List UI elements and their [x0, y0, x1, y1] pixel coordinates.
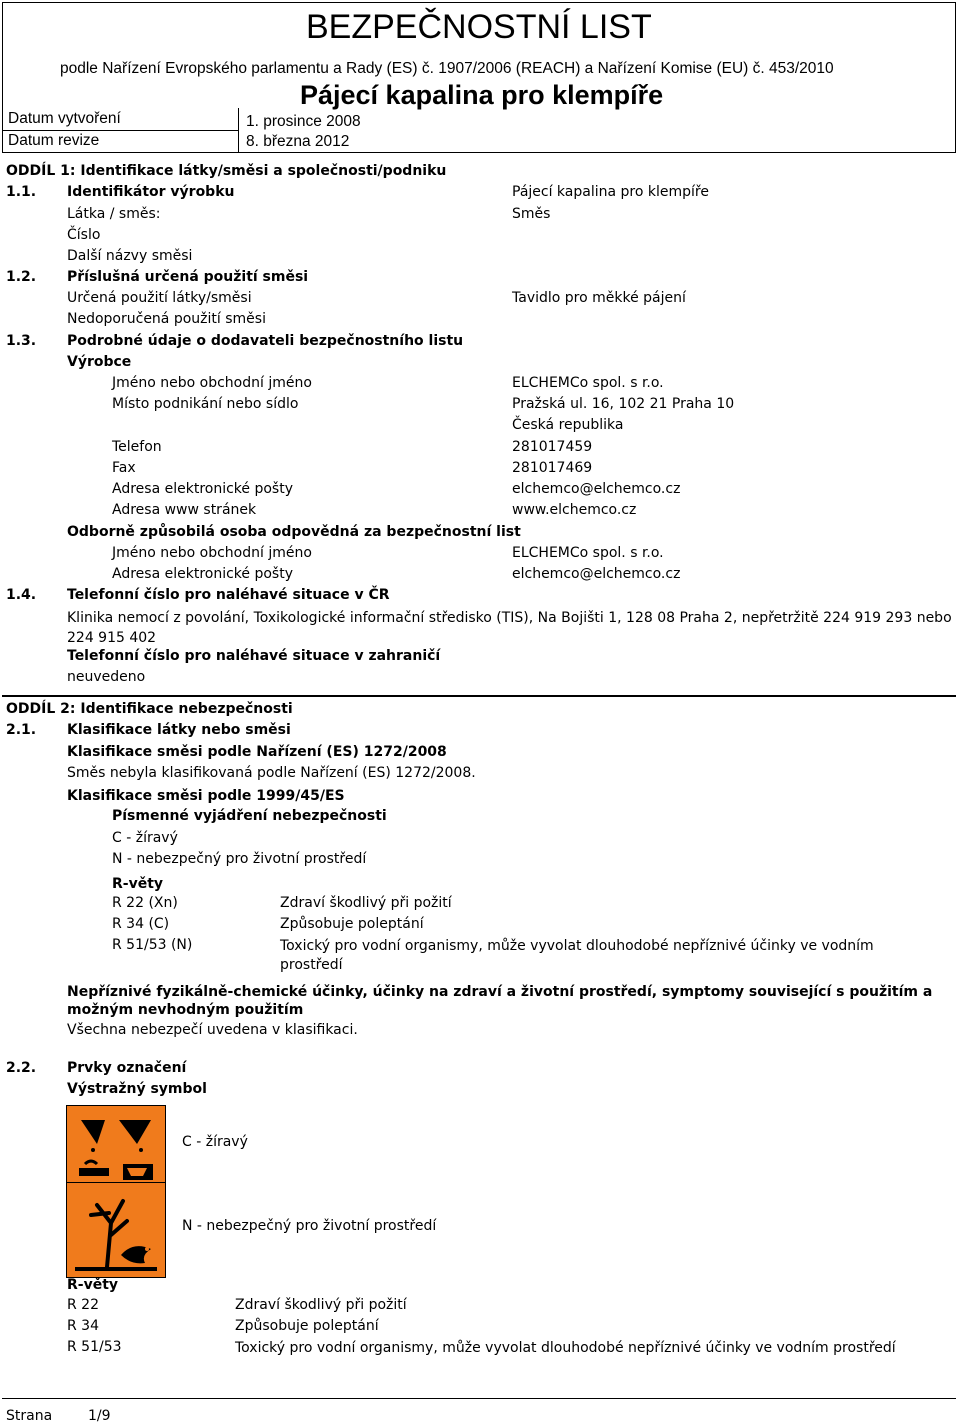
header-date-divider	[2, 130, 238, 131]
s11-heading: Identifikátor výrobku	[67, 184, 235, 200]
product-identifier-value: Pájecí kapalina pro klempíře	[512, 184, 709, 200]
r3-code: R 51/53 (N)	[112, 937, 193, 953]
product-name: Pájecí kapalina pro klempíře	[300, 80, 664, 110]
s22-heading: Prvky označení	[67, 1060, 187, 1076]
other-names-label: Další názvy směsi	[67, 248, 193, 264]
symbol-label: Výstražný symbol	[67, 1081, 207, 1097]
q1-code: R 22	[67, 1297, 99, 1313]
responsible-name-label: Jméno nebo obchodní jméno	[112, 545, 312, 561]
r1-text: Zdraví škodlivý při požití	[280, 895, 452, 911]
s12-number: 1.2.	[6, 269, 37, 285]
email-value: elchemco@elchemco.cz	[512, 481, 681, 497]
s21-number: 2.1.	[6, 722, 37, 738]
q2-text: Způsobuje poleptání	[235, 1318, 379, 1334]
s14-number: 1.4.	[6, 587, 37, 603]
uses-label: Určená použití látky/směsi	[67, 290, 252, 306]
section2-title: ODDÍL 2: Identifikace nebezpečnosti	[6, 701, 293, 717]
number-label: Číslo	[67, 227, 101, 243]
section1-divider	[2, 695, 956, 697]
manufacturer-label: Výrobce	[67, 354, 132, 370]
document-title: BEZPEČNOSTNÍ LIST	[306, 8, 652, 46]
abroad-value: neuvedeno	[67, 669, 146, 685]
clp-value: Směs nebyla klasifikovaná podle Nařízení (ES) 1272/2008.	[67, 765, 476, 781]
s13-heading: Podrobné údaje o dodavateli bezpečnostního listu	[67, 333, 464, 349]
responsible-email-value: elchemco@elchemco.cz	[512, 566, 681, 582]
email-label: Adresa elektronické pošty	[112, 481, 293, 497]
created-value: 1. prosince 2008	[246, 113, 361, 130]
clp-label: Klasifikace směsi podle Nařízení (ES) 1272/2008	[67, 744, 447, 760]
page-number: 1/9	[88, 1408, 111, 1424]
country-value: Česká republika	[512, 417, 624, 433]
responsible-person-heading: Odborně způsobilá osoba odpovědná za bezpečnostní list	[67, 524, 521, 540]
q3-code: R 51/53	[67, 1339, 122, 1355]
regulation-subtitle: podle Nařízení Evropského parlamentu a Rady (ES) č. 1907/2006 (REACH) a Nařízení Komise (EU) č. 453/2010	[60, 60, 834, 77]
adverse-value: Všechna nebezpečí uvedena v klasifikaci.	[67, 1022, 358, 1038]
s22-number: 2.2.	[6, 1060, 37, 1076]
company-name-value: ELCHEMCo spol. s r.o.	[512, 375, 664, 391]
letter-n: N - nebezpečný pro životní prostředí	[112, 851, 367, 867]
r3-text: Toxický pro vodní organismy, může vyvolat dlouhodobé nepříznivé účinky ve vodním prostředí	[280, 938, 874, 973]
revision-value: 8. března 2012	[246, 133, 350, 150]
uses-value: Tavidlo pro měkké pájení	[512, 290, 686, 306]
q2-code: R 34	[67, 1318, 99, 1334]
place-label: Místo podnikání nebo sídlo	[112, 396, 299, 412]
responsible-name-value: ELCHEMCo spol. s r.o.	[512, 545, 664, 561]
web-value: www.elchemco.cz	[512, 502, 637, 518]
r1-code: R 22 (Xn)	[112, 895, 178, 911]
s21-heading: Klasifikace látky nebo směsi	[67, 722, 291, 738]
environment-symbol-icon	[66, 1182, 166, 1278]
emergency-text: Klinika nemocí z povolání, Toxikologické informační středisko (TIS), Na Bojišti 1, 128 08 Praha 2, nepřetržitě 224 919 293 nebo 224 915 402	[67, 610, 952, 646]
responsible-email-label: Adresa elektronické pošty	[112, 566, 293, 582]
letters-label: Písmenné vyjádření nebezpečnosti	[112, 808, 387, 824]
abroad-label: Telefonní číslo pro naléhavé situace v zahraničí	[67, 648, 441, 664]
r2-text: Způsobuje poleptání	[280, 916, 424, 932]
company-name-label: Jméno nebo obchodní jméno	[112, 375, 312, 391]
s13-number: 1.3.	[6, 333, 37, 349]
s11-number: 1.1.	[6, 184, 37, 200]
r2-code: R 34 (C)	[112, 916, 170, 932]
q3-text: Toxický pro vodní organismy, může vyvolat dlouhodobé nepříznivé účinky ve vodním prostředí	[235, 1340, 896, 1356]
s14-heading: Telefonní číslo pro naléhavé situace v ČR	[67, 587, 390, 603]
web-label: Adresa www stránek	[112, 502, 257, 518]
q1-text: Zdraví škodlivý při požití	[235, 1297, 407, 1313]
adverse-label: Nepříznivé fyzikálně-chemické účinky, účinky na zdraví a životní prostředí, symptomy související s použitím a možným nevhodným použitím	[67, 984, 933, 1018]
symbol-c-caption: C - žíravý	[182, 1134, 248, 1150]
letter-c: C - žíravý	[112, 830, 178, 846]
footer-divider	[2, 1398, 956, 1399]
revision-label: Datum revize	[8, 132, 100, 149]
s12-heading: Příslušná určená použití směsi	[67, 269, 309, 285]
section1-title: ODDÍL 1: Identifikace látky/směsi a společnosti/podniku	[6, 163, 447, 179]
place-value: Pražská ul. 16, 102 21 Praha 10	[512, 396, 735, 412]
rphrases-label: R-věty	[112, 876, 164, 892]
page-label: Strana	[6, 1408, 53, 1424]
phone-value: 281017459	[512, 439, 593, 455]
header-vertical-divider	[238, 108, 239, 153]
created-label: Datum vytvoření	[8, 110, 121, 127]
fax-label: Fax	[112, 460, 136, 476]
rphrases2-label: R-věty	[67, 1277, 119, 1293]
symbol-n-caption: N - nebezpečný pro životní prostředí	[182, 1218, 437, 1234]
substance-value: Směs	[512, 206, 551, 222]
phone-label: Telefon	[112, 439, 162, 455]
not-recommended-label: Nedoporučená použití směsi	[67, 311, 266, 327]
dsd-label: Klasifikace směsi podle 1999/45/ES	[67, 788, 345, 804]
fax-value: 281017469	[512, 460, 593, 476]
substance-label: Látka / směs:	[67, 206, 161, 222]
